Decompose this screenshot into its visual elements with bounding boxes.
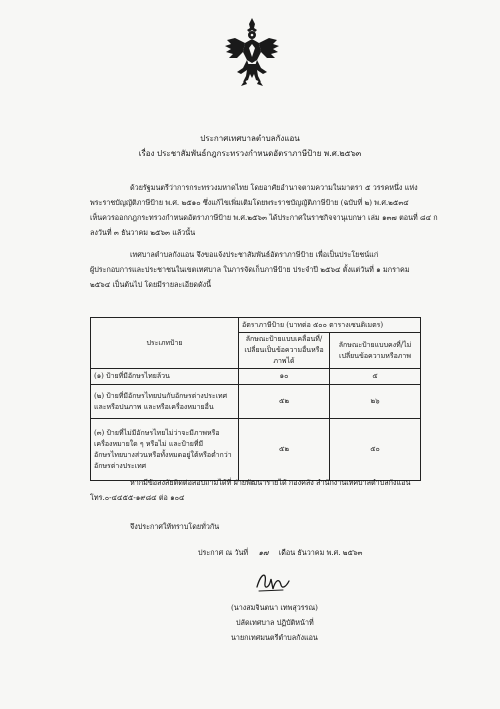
row-rate-fixed: ๕	[330, 369, 421, 385]
row-rate-moving: ๕๒	[239, 419, 330, 481]
row-rate-moving: ๑๐	[239, 369, 330, 385]
row-rate-fixed: ๒๖	[330, 385, 421, 419]
row-rate-fixed: ๕๐	[330, 419, 421, 481]
date-rest: เดือน ธันวาคม พ.ศ. ๒๕๖๓	[278, 548, 363, 557]
date-prefix: ประกาศ ณ วันที่	[198, 548, 249, 557]
closing-line: จึงประกาศให้ทราบโดยทั่วกัน	[130, 522, 220, 531]
signer-name: (นางสมจินตนา เทพสุวรรณ)	[231, 603, 318, 612]
paragraph1-line1: ด้วยรัฐมนตรีว่าการกระทรวงมหาดไทย โดยอาศัยอำนาจตามความในมาตรา ๕ วรรคหนึ่ง แห่ง	[130, 183, 418, 192]
table-subheader-moving: ลักษณะป้ายแบบเคลื่อนที่/ เปลี่ยนเป็นข้อความอื่นหรือภาพได้	[239, 333, 330, 369]
table-header-rate: อัตราภาษีป้าย (บาทต่อ ๕๐๐ ตารางเซนติเมตร)	[239, 318, 421, 333]
row-label: (๓) ป้ายที่ไม่มีอักษรไทยไม่ว่าจะมีภาพหรือ เครื่องหมายใด ๆ หรือไม่ และป้ายที่มี อักษรไทยบางส่วนหรือทั้งหมดอยู่ใต้หรือต่ำกว่า อักษรต่างประเทศ	[91, 419, 239, 481]
tax-rate-table	[90, 317, 421, 481]
contact-line2: โทร.๐-๔๔๕๕-๑๙๘๔ ต่อ ๑๐๔	[90, 493, 185, 502]
row-label: (๒) ป้ายที่มีอักษรไทยปนกับอักษรต่างประเทศ และหรือปนภาพ และหรือเครื่องหมายอื่น	[91, 385, 239, 419]
signer-office: นายกเทศมนตรีตำบลกังแอน	[231, 633, 318, 642]
table-row	[91, 385, 421, 419]
garuda-emblem-icon	[221, 16, 283, 90]
table-subheader-fixed: ลักษณะป้ายแบบคงที่/ไม่ เปลี่ยนข้อความหรือภาพ	[330, 333, 421, 369]
contact-line1: หากมีข้อสงสัยติดต่อสอบถามได้ที่ ฝ่ายพัฒนารายได้ กองคลัง สำนักงานเทศบาลตำบลกังแอน	[130, 478, 411, 487]
signature-icon	[253, 567, 293, 595]
paragraph2-line2: ผู้ประกอบการและประชาชนในเขตเทศบาล ในการจัดเก็บภาษีป้าย ประจำปี ๒๕๖๔ ตั้งแต่วันที่ ๑ มกราคม	[90, 265, 410, 274]
table-row	[91, 419, 421, 481]
date-day: ๑๗	[258, 548, 269, 557]
paragraph2-line1: เทศบาลตำบลกังแอน จึงขอแจ้งประชาสัมพันธ์อัตราภาษีป้าย เพื่อเป็นประโยชน์แก่	[130, 250, 379, 259]
paragraph2-line3: ๒๕๖๔ เป็นต้นไป โดยมีรายละเอียดดังนี้	[90, 280, 212, 289]
document-subject: เรื่อง ประชาสัมพันธ์กฎกระทรวงกำหนดอัตราภาษีป้าย พ.ศ.๒๕๖๓	[138, 149, 362, 158]
row-rate-moving: ๕๒	[239, 385, 330, 419]
paragraph1-line4: ลงวันที่ ๓ ธันวาคม ๒๕๖๓ แล้วนั้น	[90, 228, 196, 237]
paragraph1-line2: พระราชบัญญัติภาษีป้าย พ.ศ. ๒๕๑๐ ซึ่งแก้ไขเพิ่มเติมโดยพระราชบัญญัติภาษีป้าย (ฉบับที่ ๒) พ.ศ.๒๕๓๔	[90, 198, 409, 207]
paragraph1-line3: เห็นควรออกกฎกระทรวงกำหนดอัตราภาษีป้าย พ.ศ.๒๕๖๓ ได้ประกาศในราชกิจจานุเบกษา เล่ม ๑๓๗ ตอนที่ ๘๔ ก	[90, 213, 438, 222]
document-title: ประกาศเทศบาลตำบลกังแอน	[200, 134, 300, 143]
row-label: (๑) ป้ายที่มีอักษรไทยล้วน	[91, 369, 239, 385]
table-row	[91, 369, 421, 385]
signer-position: ปลัดเทศบาล ปฏิบัติหน้าที่	[236, 618, 314, 627]
announce-date	[198, 548, 362, 557]
table-header-type: ประเภทป้าย	[91, 318, 239, 369]
